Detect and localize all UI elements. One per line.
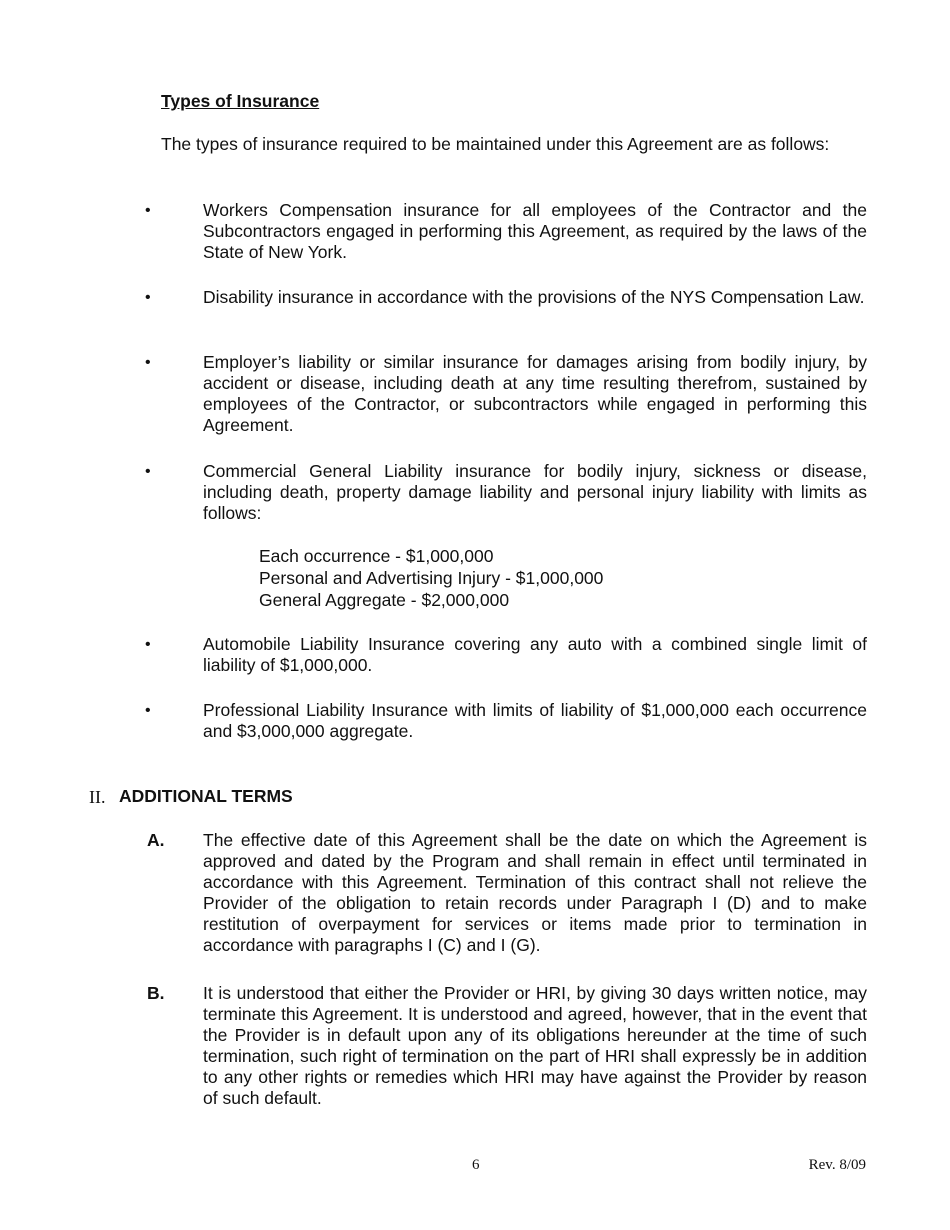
- bullet-professional-liability: Professional Liability Insurance with limits of liability of $1,000,000 each occurrence and $3,000,000 aggregate.: [203, 700, 867, 741]
- bullet-general-liability: Commercial General Liability insurance for bodily injury, sickness or disease, including death, property damage liability and personal injury liability with limits as follows:: [203, 461, 867, 523]
- bullet-marker: •: [145, 354, 151, 371]
- bullet-marker: •: [145, 202, 151, 219]
- section-title: ADDITIONAL TERMS: [119, 786, 293, 806]
- term-label-a: A.: [147, 830, 165, 850]
- limit-general-aggregate: General Aggregate - $2,000,000: [259, 590, 510, 610]
- bullet-workers-compensation: Workers Compensation insurance for all employees of the Contractor and the Subcontractors engaged in performing this Agreement, as required by the laws of the State of New York.: [203, 200, 867, 262]
- limit-personal-advertising: Personal and Advertising Injury - $1,000,000: [259, 568, 604, 588]
- bullet-marker: •: [145, 463, 151, 480]
- bullet-marker: •: [145, 702, 151, 719]
- bullet-disability: Disability insurance in accordance with the provisions of the NYS Compensation Law.: [203, 287, 865, 307]
- term-text-b: It is understood that either the Provider or HRI, by giving 30 days written notice, may terminate this Agreement. It is understood and agreed, however, that in the event that the Provider is in default upon any of its obligations hereunder at the time of such termination, such right of termination on the part of HRI shall expressly be in addition to any other rights or remedies which HRI may have against the Provider by reason of such default.: [203, 983, 867, 1108]
- intro-paragraph: The types of insurance required to be maintained under this Agreement are as follows:: [161, 134, 830, 154]
- bullet-employers-liability: Employer’s liability or similar insurance for damages arising from bodily injury, by accident or disease, including death at any time resulting therefrom, sustained by employees of the Contractor, or subcontractors while engaged in performing this Agreement.: [203, 352, 867, 435]
- term-text-a: The effective date of this Agreement shall be the date on which the Agreement is approved and dated by the Program and shall remain in effect until terminated in accordance with this Agreement. Termination of this contract shall not relieve the Provider of the obligation to retain records under Paragraph I (D) and to make restitution of overpayment for services or items made prior to termination in accordance with paragraphs I (C) and I (G).: [203, 830, 867, 955]
- bullet-marker: •: [145, 636, 151, 653]
- page-number: 6: [472, 1157, 480, 1173]
- limit-each-occurrence: Each occurrence - $1,000,000: [259, 546, 494, 566]
- section-heading: Types of Insurance: [161, 91, 320, 111]
- bullet-marker: •: [145, 289, 151, 306]
- section-numeral: II.: [89, 787, 106, 807]
- revision-label: Rev. 8/09: [808, 1157, 866, 1173]
- term-label-b: B.: [147, 983, 165, 1003]
- bullet-automobile-liability: Automobile Liability Insurance covering any auto with a combined single limit of liability of $1,000,000.: [203, 634, 867, 675]
